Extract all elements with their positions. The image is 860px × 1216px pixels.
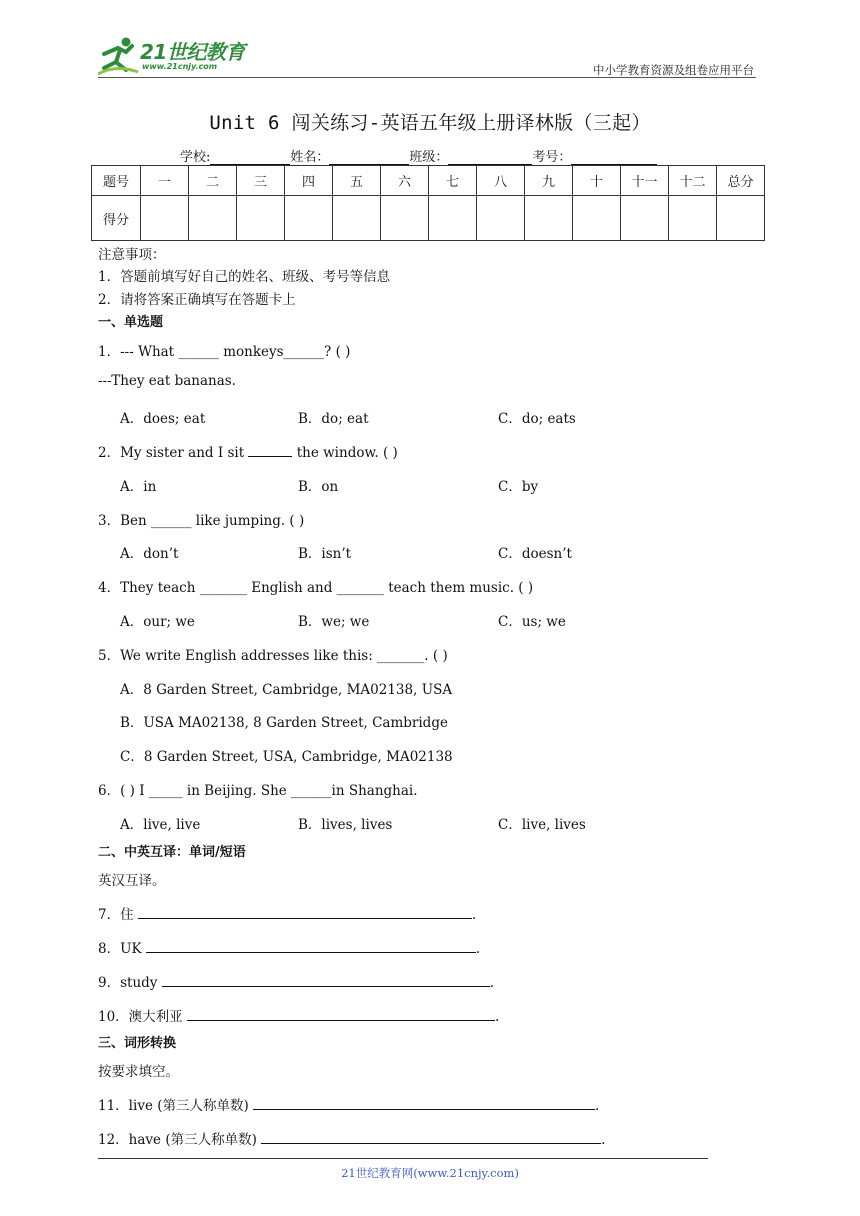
- score-header-cell: 五: [333, 166, 381, 196]
- period: .: [489, 975, 494, 991]
- option-a[interactable]: A．live, live: [120, 817, 201, 833]
- score-header-cell: 十二: [669, 166, 717, 196]
- score-header-cell: 总分: [717, 166, 765, 196]
- question-label: 10．澳大利亚: [98, 1009, 187, 1025]
- option-c[interactable]: C．doesn’t: [498, 546, 572, 562]
- option-a[interactable]: A．8 Garden Street, Cambridge, MA02138, USA: [120, 682, 453, 698]
- question-stem: 3．Ben ______ like jumping. ( ): [98, 513, 305, 529]
- option-a[interactable]: A．does; eat: [120, 411, 206, 427]
- question-label: 7．住: [98, 907, 138, 923]
- score-table: [91, 165, 765, 241]
- score-cell[interactable]: [717, 196, 765, 241]
- period: .: [601, 1132, 606, 1148]
- score-cell[interactable]: [141, 196, 189, 241]
- option-a[interactable]: A．our; we: [120, 614, 195, 630]
- option-b[interactable]: B．do; eat: [298, 411, 369, 427]
- question-stem: 1．--- What ______ monkeys______? ( ): [98, 344, 351, 360]
- question-label: 11．live (第三人称单数): [98, 1098, 254, 1114]
- answer-blank[interactable]: [146, 939, 476, 953]
- section-instruction: 英汉互译。: [98, 873, 166, 889]
- notes-title: 注意事项：: [98, 247, 166, 263]
- answer-blank[interactable]: [187, 1007, 495, 1021]
- header-platform-text: 中小学教育资源及组卷应用平台: [593, 63, 754, 77]
- question-label: 12．have (第三人称单数): [98, 1132, 262, 1148]
- option-c[interactable]: C．8 Garden Street, USA, Cambridge, MA02138: [120, 749, 453, 765]
- score-cell[interactable]: [429, 196, 477, 241]
- name-blank[interactable]: [329, 150, 409, 165]
- answer-blank[interactable]: [162, 973, 490, 987]
- score-header-cell: 一: [141, 166, 189, 196]
- student-info-row: [180, 146, 657, 165]
- score-header-cell: 四: [285, 166, 333, 196]
- question-stem: [98, 441, 398, 461]
- option-c[interactable]: C．do; eats: [498, 411, 576, 427]
- option-b[interactable]: B．isn’t: [298, 546, 352, 562]
- question-label: 8．UK: [98, 941, 146, 957]
- period: .: [471, 907, 477, 923]
- section-instruction: 按要求填空。: [98, 1064, 179, 1080]
- question-stem: 4．They teach _______ English and _______ teach them music. ( ): [98, 580, 534, 596]
- score-cell[interactable]: [237, 196, 285, 241]
- score-header-cell: 十: [573, 166, 621, 196]
- answer-blank[interactable]: [138, 905, 472, 919]
- answer-blank[interactable]: [248, 443, 292, 457]
- school-blank[interactable]: [210, 150, 290, 165]
- page-title: Unit 6 闯关练习-英语五年级上册译林版（三起）: [209, 112, 651, 134]
- question-stem: 6．( ) I _____ in Beijing. She ______in Shanghai.: [98, 783, 418, 799]
- score-cell[interactable]: [477, 196, 525, 241]
- score-table-score-row: [92, 196, 765, 241]
- period: .: [475, 941, 481, 957]
- question-label: 9．study: [98, 975, 162, 991]
- question-line: [98, 971, 494, 991]
- exam-no-label: 考号：: [532, 150, 572, 165]
- name-label: 姓名：: [290, 150, 330, 165]
- score-cell[interactable]: [525, 196, 573, 241]
- site-logo: [96, 34, 266, 78]
- option-c[interactable]: C．live, lives: [498, 817, 586, 833]
- question-line: [98, 1128, 605, 1148]
- score-header-cell: 题号: [92, 166, 141, 196]
- section-title: 三、词形转换: [98, 1036, 177, 1051]
- score-cell[interactable]: [381, 196, 429, 241]
- question-line: [98, 937, 480, 957]
- note-item: 2．请将答案正确填写在答题卡上: [98, 292, 296, 308]
- score-table-header-row: [92, 166, 765, 196]
- score-cell[interactable]: [333, 196, 381, 241]
- score-cell[interactable]: [285, 196, 333, 241]
- class-blank[interactable]: [448, 150, 532, 165]
- score-header-cell: 九: [525, 166, 573, 196]
- score-header-cell: 十一: [621, 166, 669, 196]
- section-title: 二、中英互译：单词/短语: [98, 845, 246, 860]
- score-cell[interactable]: [669, 196, 717, 241]
- header-divider: [98, 77, 756, 78]
- logo-text: 21世纪教育: [140, 40, 245, 64]
- school-label: 学校:: [180, 150, 211, 165]
- logo-url: www.21cnjy.com: [142, 62, 218, 71]
- score-header-cell: 八: [477, 166, 525, 196]
- answer-blank[interactable]: [261, 1130, 601, 1144]
- option-a[interactable]: A．in: [120, 479, 157, 495]
- question-stem-part: the window. ( ): [292, 445, 398, 461]
- score-header-cell: 三: [237, 166, 285, 196]
- note-item: 1．答题前填写好自己的姓名、班级、考号等信息: [98, 269, 391, 285]
- period: .: [595, 1098, 600, 1114]
- answer-blank[interactable]: [253, 1096, 595, 1110]
- option-c[interactable]: C．us; we: [498, 614, 566, 630]
- class-label: 班级：: [409, 150, 449, 165]
- score-cell[interactable]: [189, 196, 237, 241]
- runner-logo-icon: [96, 34, 140, 78]
- option-b[interactable]: B．lives, lives: [298, 817, 393, 833]
- footer-text[interactable]: 21世纪教育网(www.21cnjy.com): [341, 1166, 519, 1180]
- score-header-cell: 二: [189, 166, 237, 196]
- period: .: [494, 1009, 500, 1025]
- score-cell[interactable]: [573, 196, 621, 241]
- score-header-cell: 七: [429, 166, 477, 196]
- option-b[interactable]: B．on: [298, 479, 339, 495]
- option-c[interactable]: C．by: [498, 479, 539, 495]
- question-line: [98, 1094, 599, 1114]
- option-a[interactable]: A．don’t: [120, 546, 179, 562]
- footer-divider: [98, 1158, 708, 1159]
- section-title: 一、单选题: [98, 315, 164, 330]
- question-line: [98, 903, 476, 923]
- exam-no-blank[interactable]: [571, 150, 657, 165]
- question-reply: ---They eat bananas.: [98, 373, 236, 389]
- question-line: [98, 1005, 499, 1025]
- question-stem-part: 2．My sister and I sit: [98, 445, 249, 461]
- option-b[interactable]: B．USA MA02138, 8 Garden Street, Cambridge: [120, 715, 448, 731]
- score-cell[interactable]: [621, 196, 669, 241]
- question-stem: 5．We write English addresses like this: _______. ( ): [98, 648, 448, 664]
- option-b[interactable]: B．we; we: [298, 614, 370, 630]
- score-header-cell: 六: [381, 166, 429, 196]
- score-row-label: 得分: [92, 196, 141, 241]
